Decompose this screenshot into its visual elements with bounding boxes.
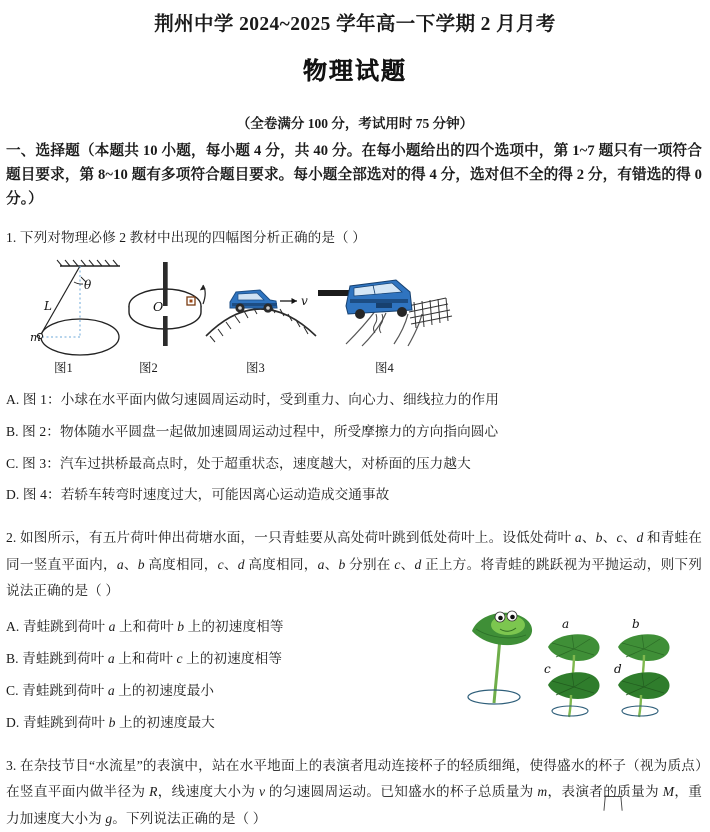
opt-c-suffix: 上的初速度最小 [114,682,215,698]
figure-caption-2: 图2 [139,360,158,375]
stem-variable: g [105,810,113,826]
leaf-label-c: c [544,661,551,676]
question-1-figure-captions [6,358,702,378]
stem-variable: m [537,784,548,800]
stem-text: 分别在 [345,556,395,572]
question-2-stem [6,525,702,605]
opt-d-suffix: 上的初速度最大 [115,714,215,730]
figure-caption-4: 图4 [375,360,394,375]
question-1-option-a: A. 图 1：小球在水平面内做匀速圆周运动时，受到重力、向心力、细线拉力的作用 [6,391,499,407]
stem-text: 、 [123,556,138,572]
stem-variable: a [317,556,325,572]
stem-text: 如图所示，有五片荷叶伸出荷塘水面，一只青蛙要从高处荷叶跳到低处荷叶上。设低处荷叶 [20,530,575,546]
opt-b-suffix: 上的初速度相等 [182,650,283,666]
opt-a-mid: 上和荷叶 [115,618,178,634]
stem-text: 高度相同， [244,556,318,572]
label-O: O [153,298,164,314]
section-heading: 一、选择题（本题共 10 小题，每小题 4 分，共 40 分。在每小题给出的四个选项中，第 1~7 题只有一项符合题目要求，第 8~10 题有多项符合题目要求。每小题全部选对的得 4 分，选对但不全的得 2 分，有错选的得 0 分。） [6,143,702,207]
question-2-text [6,530,702,598]
question-1-option-c: C. 图 3：汽车过拱桥最高点时，处于超重状态，速度越大，对桥面的压力越大 [6,455,471,471]
question-3-number: 3. [6,757,17,773]
stem-variable: b [595,530,603,546]
question-2-number: 2. [6,530,17,546]
opt-a-prefix: A. 青蛙跳到荷叶 [6,618,109,634]
stem-text: 、 [223,556,238,572]
stem-text: 高度相同， [144,556,218,572]
opt-d-prefix: D. 青蛙跳到荷叶 [6,714,109,730]
question-3-text: 在杂技节目“水流星”的表演中，站在水平地面上的表演者甩动连接杯子的轻质细绳，使得盛水的杯子（视为质点）在竖直平面内做半径为 R，线速度大小为 v 的匀速圆周运动。已知盛水的杯子总质量为 m，表演者的质量为 M，重力加速度大小为 g。下列说法正确的是（ ） [6,757,702,826]
car-turning-skid-figure [316,258,456,363]
figure-caption-3: 图3 [246,360,265,375]
label-v: v [301,293,308,308]
lotus-figure-svg [452,603,692,721]
stem-variable: a [116,556,124,572]
car-arch-svg [202,258,322,358]
opt-b-mid: 上和荷叶 [114,650,177,666]
leaf-label-a: a [562,616,570,631]
car-over-arch-bridge-figure [202,258,322,363]
exam-page [0,10,710,826]
label-theta: θ [84,277,92,292]
question-2 [6,525,702,738]
stem-text: 正上方。将青蛙的跳跃视为平抛运动，则下列说法正确的是（ ） [6,556,702,599]
label-m: m [30,329,41,344]
stem-variable: c [217,556,224,572]
question-1-option-d: D. 图 4：若轿车转弯时速度过大，可能因离心运动造成交通事故 [6,487,390,503]
lotus-leaf-b [618,617,670,661]
question-1-number: 1. [6,230,17,246]
opt-a-var1: a [108,618,116,634]
stem-variable: c [394,556,401,572]
question-2-options [6,611,702,739]
water-meteor-cup-partial-figure [580,786,650,817]
question-1-stem [6,225,702,252]
lotus-leaf-a [548,617,600,661]
stem-variable: R [149,784,158,800]
car-skid-svg [316,258,456,358]
stem-variable: b [338,556,346,572]
stem-variable: c [616,530,623,546]
opt-b-prefix: B. 青蛙跳到荷叶 [6,650,108,666]
opt-c-prefix: C. 青蛙跳到荷叶 [6,682,108,698]
stem-variable: a [574,530,582,546]
stem-text: 、 [581,530,596,546]
opt-c-var1: a [107,682,115,698]
question-1-figures [6,258,702,358]
opt-b-var1: a [107,650,115,666]
stem-variable: d [636,530,644,546]
page-subtitle: 物理试题 [303,57,407,86]
lotus-leaves-frog-figure [452,603,692,726]
question-1-text: 下列对物理必修 2 教材中出现的四幅图分析正确的是（ ） [19,230,366,246]
stem-variable: M [662,784,675,800]
stem-variable: d [237,556,245,572]
cup-partial-svg [580,786,650,812]
lotus-leaf-c [544,662,600,699]
leaf-label-d: d [614,661,622,676]
opt-a-suffix: 上的初速度相等 [184,618,284,634]
question-1-option-b: B. 图 2：物体随水平圆盘一起做加速圆周运动过程中，所受摩擦力的方向指向圆心 [6,423,499,439]
stem-text: 、 [324,556,339,572]
stem-text: 、 [602,530,617,546]
stem-text: 和青蛙在同一竖直平面内， [6,530,702,572]
stem-variable: v [258,784,266,800]
question-1-options [6,384,702,512]
leaf-label-b: b [632,616,640,631]
question-1 [6,225,702,511]
lotus-leaf-d [614,662,670,699]
stem-variable: d [414,556,422,572]
opt-b-var2: c [176,650,183,666]
stem-variable: b [137,556,145,572]
frog-on-lotus [468,611,532,704]
stem-text: 、 [622,530,637,546]
label-L: L [44,298,52,313]
opt-a-var2: b [177,618,185,634]
opt-d-var1: b [108,714,116,730]
exam-info-line: （全卷满分 100 分，考试用时 75 分钟） [236,116,474,132]
page-title: 荆州中学 2024~2025 学年高一下学期 2 月月考 [154,14,556,35]
stem-text: 、 [400,556,415,572]
figure-caption-1: 图1 [54,360,73,375]
